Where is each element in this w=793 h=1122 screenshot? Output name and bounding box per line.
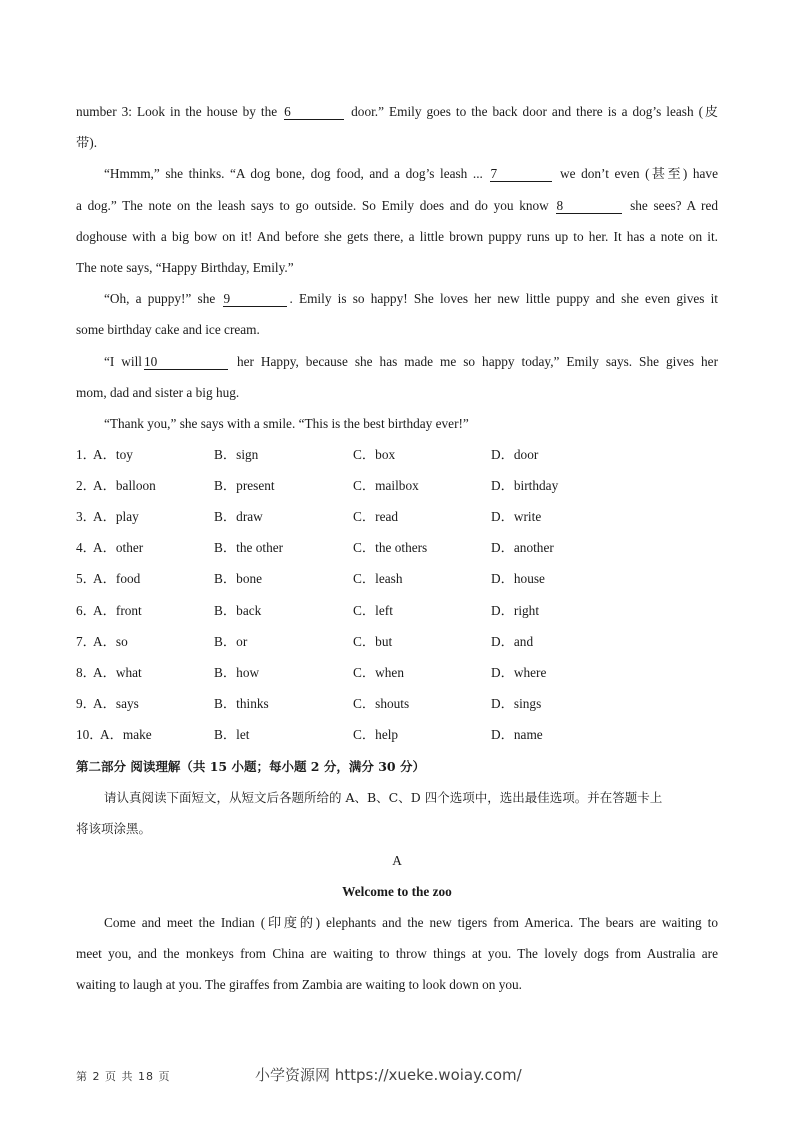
option-a: A．front <box>93 603 142 618</box>
passage-text: . Emily is so happy! She loves her new little puppy and she even gives it <box>289 291 718 306</box>
option-b: B．or <box>214 634 248 649</box>
passage-line: doghouse with a big bow on it! And before she gets there, a little brown puppy runs up to her. It has a note on it. <box>76 229 718 244</box>
page-number: 第 2 页 共 18 页 <box>76 1070 171 1083</box>
option-c: C．read <box>353 509 399 524</box>
passage-text: “Oh, a puppy!” she <box>104 291 222 306</box>
option-c: C．box <box>353 447 396 462</box>
question-number: 5． <box>76 571 96 586</box>
option-b: B．how <box>214 665 260 680</box>
passage-text: we don’t even (甚至) have <box>554 166 718 181</box>
question-row <box>76 538 718 558</box>
option-a: A．what <box>93 665 142 680</box>
question-number: 6． <box>76 603 96 618</box>
passage-text: a dog.” The note on the leash says to go outside. So Emily does and do you know <box>76 198 555 213</box>
passage-line: Come and meet the Indian (印度的) elephants and the new tigers from America. The bears are waiting to <box>104 915 718 930</box>
passage-text: door.” Emily goes to the back door and there is a dog’s leash (皮 <box>346 104 718 119</box>
question-row <box>76 569 718 589</box>
question-number: 10． <box>76 727 103 742</box>
option-b: B．bone <box>214 571 263 586</box>
option-b: B．thinks <box>214 696 269 711</box>
passage-line: waiting to laugh at you. The giraffes from Zambia are waiting to look down on you. <box>76 977 522 992</box>
passage-line: meet you, and the monkeys from China are waiting to throw things at you. The lovely dogs from Australia are <box>76 946 718 961</box>
option-a: A．toy <box>93 447 133 462</box>
instruction-text: 将该项涂黑。 <box>76 821 152 836</box>
passage-line <box>76 164 718 184</box>
option-b: B．let <box>214 727 250 742</box>
option-d: D．right <box>491 603 540 618</box>
option-d: D．and <box>491 634 534 649</box>
option-a: A．make <box>100 727 152 742</box>
option-c: C．mailbox <box>353 478 419 493</box>
blank-9: 9 <box>223 291 287 307</box>
option-d: D．birthday <box>491 478 559 493</box>
question-number: 1． <box>76 447 96 462</box>
option-a: A．food <box>93 571 141 586</box>
question-number: 3． <box>76 509 96 524</box>
passage-line: The note says, “Happy Birthday, Emily.” <box>76 260 294 275</box>
option-a: A．so <box>93 634 128 649</box>
option-d: D．write <box>491 509 542 524</box>
passage-title: Welcome to the zoo <box>342 884 452 899</box>
question-number: 7． <box>76 634 96 649</box>
passage-line <box>76 102 718 122</box>
option-d: D．another <box>491 540 554 555</box>
passage-line: mom, dad and sister a big hug. <box>76 385 240 400</box>
section-heading: 第二部分 阅读理解（共 15 小题；每小题 2 分，满分 30 分） <box>76 759 425 774</box>
blank-6: 6 <box>284 104 344 120</box>
question-row <box>76 725 718 745</box>
passage-line <box>76 352 718 372</box>
passage-line: “Thank you,” she says with a smile. “This is the best birthday ever!” <box>104 416 469 431</box>
question-number: 4． <box>76 540 96 555</box>
option-d: D．door <box>491 447 539 462</box>
option-b: B．draw <box>214 509 263 524</box>
option-a: A．balloon <box>93 478 156 493</box>
question-row <box>76 476 718 496</box>
section-letter: A <box>392 853 402 868</box>
question-row <box>76 694 718 714</box>
option-c: C．but <box>353 634 393 649</box>
option-d: D．name <box>491 727 543 742</box>
option-a: A．says <box>93 696 139 711</box>
option-c: C．shouts <box>353 696 410 711</box>
blank-7: 7 <box>490 166 552 182</box>
option-a: A．play <box>93 509 139 524</box>
option-b: B．the other <box>214 540 284 555</box>
question-row <box>76 507 718 527</box>
question-number: 2． <box>76 478 96 493</box>
passage-text: she sees? A red <box>624 198 718 213</box>
option-c: C．left <box>353 603 393 618</box>
question-number: 8． <box>76 665 96 680</box>
option-b: B．sign <box>214 447 259 462</box>
passage-line: 带). <box>76 135 98 150</box>
option-d: D．sings <box>491 696 542 711</box>
option-c: C．the others <box>353 540 428 555</box>
instruction-text: 请认真阅读下面短文，从短文后各题所给的 A、B、C、D 四个选项中，选出最佳选项。并在答题卡上 <box>104 790 663 805</box>
option-d: D．house <box>491 571 545 586</box>
option-b: B．back <box>214 603 262 618</box>
option-d: D．where <box>491 665 547 680</box>
question-row <box>76 445 718 465</box>
passage-line <box>76 196 718 216</box>
watermark: 小学资源网 https://xueke.woiay.com/ <box>255 1066 522 1084</box>
question-row <box>76 632 718 652</box>
passage-text: “Hmmm,” she thinks. “A dog bone, dog food, and a dog’s leash ... <box>104 166 489 181</box>
passage-text: “I will <box>104 354 142 369</box>
option-c: C．when <box>353 665 404 680</box>
passage-line <box>76 289 718 309</box>
option-a: A．other <box>93 540 144 555</box>
passage-line: some birthday cake and ice cream. <box>76 322 260 337</box>
option-c: C．help <box>353 727 399 742</box>
blank-10: 10 <box>144 354 228 370</box>
question-row <box>76 601 718 621</box>
passage-text: number 3: Look in the house by the <box>76 104 283 119</box>
option-c: C．leash <box>353 571 403 586</box>
question-number: 9． <box>76 696 96 711</box>
passage-text: her Happy, because she has made me so happy today,” Emily says. She gives her <box>230 354 718 369</box>
option-b: B．present <box>214 478 275 493</box>
question-row <box>76 663 718 683</box>
blank-8: 8 <box>556 198 622 214</box>
